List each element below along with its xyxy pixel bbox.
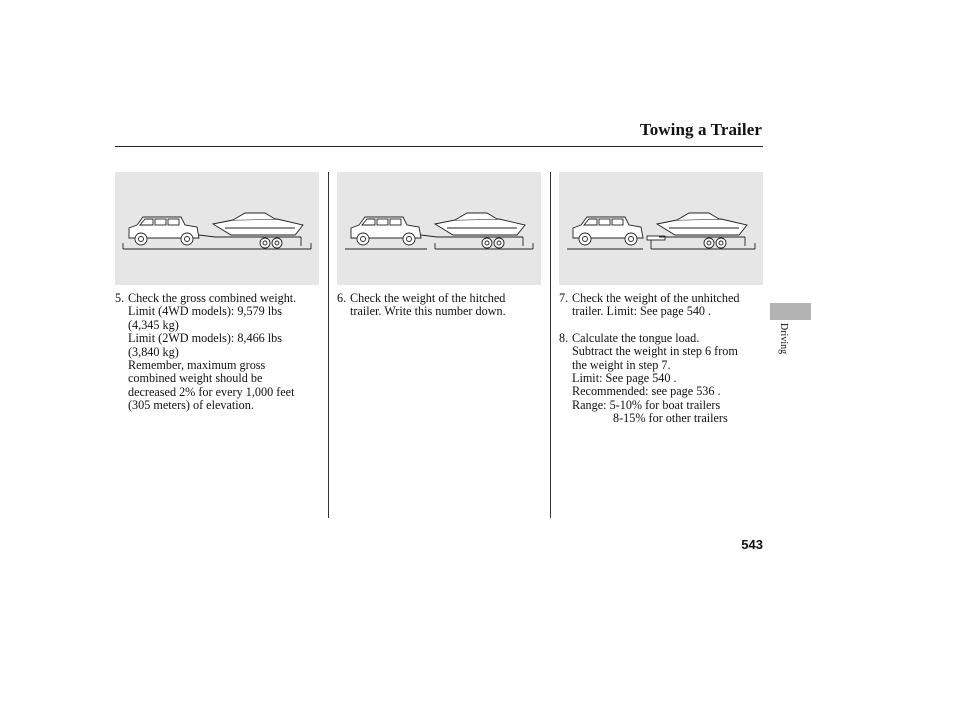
step-text-line: Limit (2WD models): 8,466 lbs	[128, 331, 283, 346]
step-text-line: trailer. Write this number down.	[350, 304, 506, 319]
page-title: Towing a Trailer	[639, 120, 762, 139]
step-text-line: (4,345 kg)	[128, 317, 179, 332]
step-text-line: (3,840 kg)	[128, 344, 179, 359]
step-text-line: Range: 5-10% for boat trailers	[572, 397, 721, 412]
column-divider	[328, 172, 329, 518]
step-text-line: Limit: See page 540 .	[572, 371, 677, 386]
step-number: 5.	[115, 291, 125, 305]
truck-hitched-trailer-illustration	[337, 172, 541, 285]
section-tab-label: Driving	[778, 323, 789, 355]
step-number: 6.	[337, 291, 347, 305]
column-step-5	[115, 292, 296, 413]
step-5	[115, 292, 296, 413]
step-text-line: Subtract the weight in step 6 from	[572, 344, 738, 359]
step-text-line: Remember, maximum gross	[128, 358, 266, 373]
step-text-line: decreased 2% for every 1,000 feet	[128, 384, 295, 399]
truck-boat-trailer-illustration	[115, 172, 319, 285]
step-7	[559, 292, 740, 319]
column-steps-7-8	[559, 292, 740, 426]
figure-gross-combined-weight	[115, 172, 319, 285]
figure-hitched-trailer-weight	[337, 172, 541, 285]
page-number: 543	[741, 537, 763, 552]
step-text-line: trailer. Limit: See page 540 .	[572, 304, 712, 319]
step-text-line: Check the weight of the hitched	[350, 291, 506, 305]
step-text-line: Recommended: see page 536 .	[572, 384, 721, 399]
title-rule	[115, 146, 763, 147]
step-text-line: Calculate the tongue load.	[572, 330, 700, 345]
step-text-line: (305 meters) of elevation.	[128, 398, 254, 413]
column-step-6	[337, 292, 506, 319]
step-number: 8.	[559, 330, 569, 345]
step-text-line: the weight in step 7.	[572, 357, 671, 372]
column-divider	[550, 172, 551, 518]
step-text-line: combined weight should be	[128, 371, 263, 386]
step-text-line: Check the gross combined weight.	[128, 291, 297, 305]
step-text-line: Check the weight of the unhitched	[572, 291, 740, 305]
figure-unhitched-trailer-weight	[559, 172, 763, 285]
step-8	[559, 332, 740, 426]
truck-unhitched-trailer-illustration	[559, 172, 763, 285]
step-number: 7.	[559, 291, 569, 305]
step-text-line: Limit (4WD models): 9,579 lbs	[128, 304, 283, 319]
section-tab	[770, 303, 811, 320]
step-text-line: 8-15% for other trailers	[613, 411, 728, 426]
step-6	[337, 292, 506, 319]
